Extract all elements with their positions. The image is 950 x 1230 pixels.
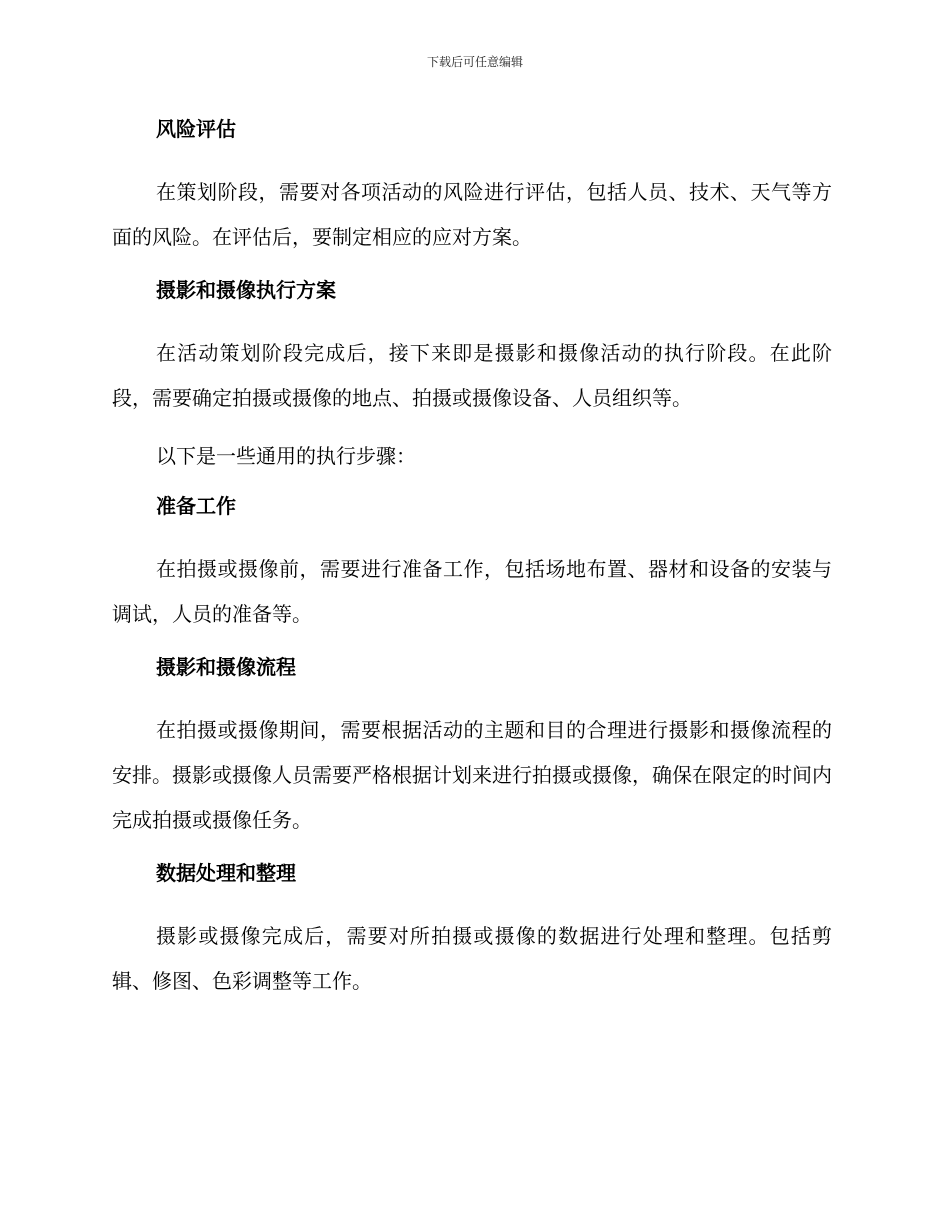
header-note: 下载后可任意编辑: [426, 55, 523, 69]
paragraph-data-processing: 摄影或摄像完成后，需要对所拍摄或摄像的数据进行处理和整理。包括剪辑、修图、色彩调整等工作。: [112, 924, 832, 993]
paragraph-workflow: 在拍摄或摄像期间，需要根据活动的主题和目的合理进行摄影和摄像流程的安排。摄影或摄像人员需要严格根据计划来进行拍摄或摄像，确保在限定的时间内完成拍摄或摄像任务。: [112, 718, 832, 832]
section-heading-execution-plan: 摄影和摄像执行方案: [156, 278, 336, 302]
paragraph-risk-assessment: 在策划阶段，需要对各项活动的风险进行评估，包括人员、技术、天气等方面的风险。在评估后，要制定相应的应对方案。: [112, 180, 832, 249]
section-heading-data-processing: 数据处理和整理: [156, 861, 296, 885]
section-heading-preparation: 准备工作: [156, 494, 236, 518]
section-heading-risk-assessment: 风险评估: [156, 117, 236, 141]
paragraph-steps-intro: 以下是一些通用的执行步骤：: [156, 444, 416, 468]
paragraph-preparation: 在拍摄或摄像前，需要进行准备工作，包括场地布置、器材和设备的安装与调试，人员的准备等。: [112, 557, 832, 626]
section-heading-workflow: 摄影和摄像流程: [156, 655, 296, 679]
document-body: [112, 112, 832, 1017]
paragraph-execution-plan: 在活动策划阶段完成后，接下来即是摄影和摄像活动的执行阶段。在此阶段，需要确定拍摄或摄像的地点、拍摄或摄像设备、人员组织等。: [112, 341, 832, 410]
